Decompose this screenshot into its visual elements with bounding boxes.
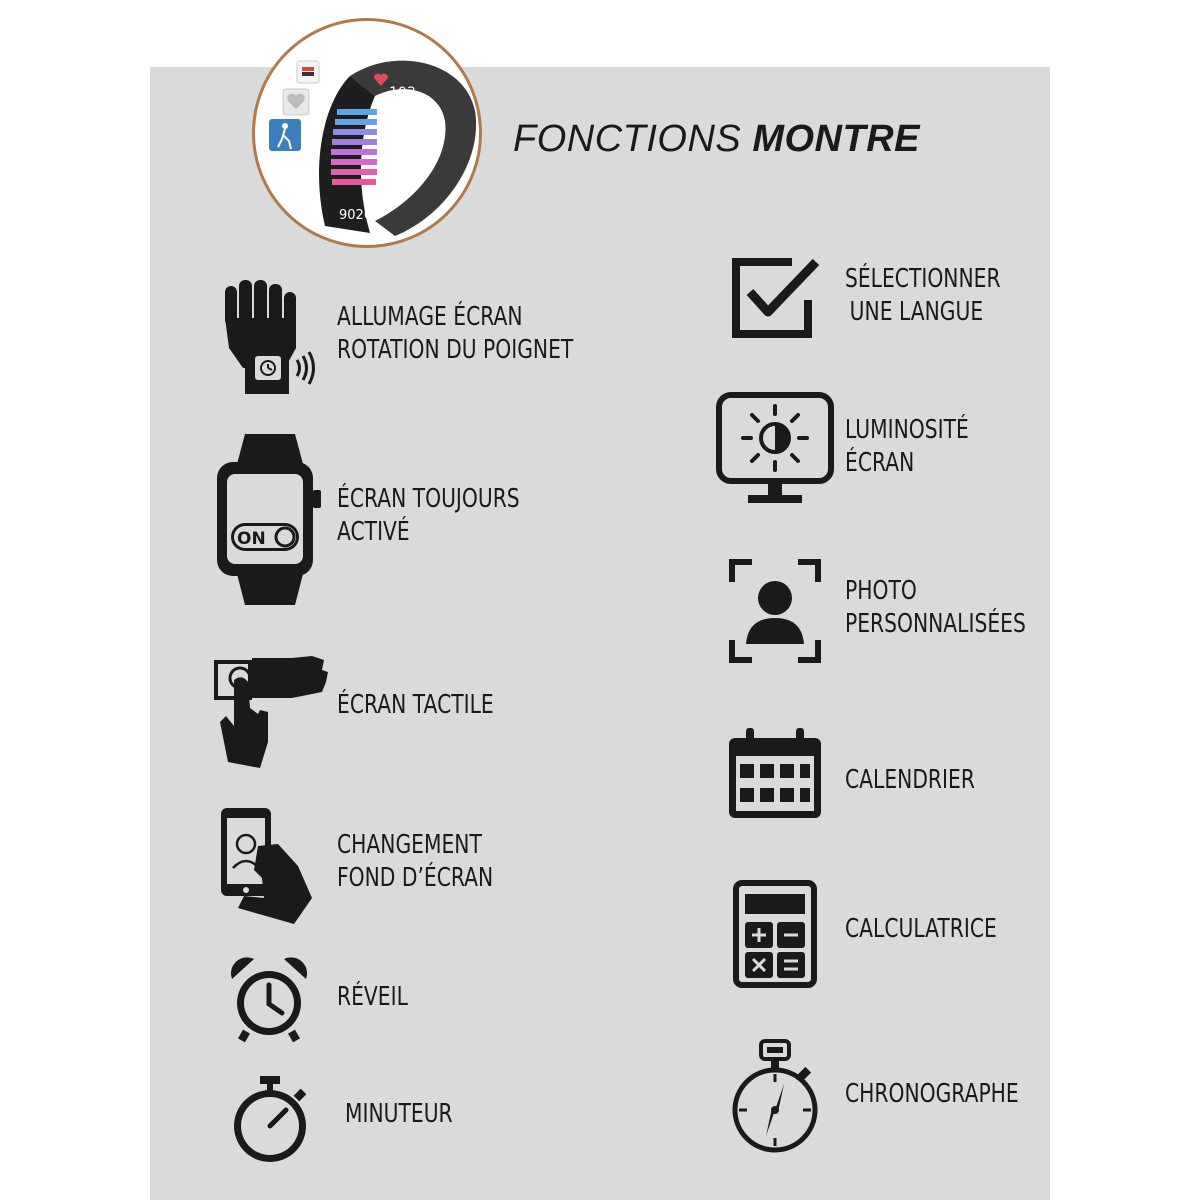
feature-calculator: [845, 913, 997, 946]
stopwatch-icon: [730, 1038, 820, 1156]
feature-label-line2: FOND D’ÉCRAN: [337, 863, 494, 893]
alarm-clock-icon: [228, 955, 310, 1043]
watch-always-on-icon: [215, 432, 325, 607]
feature-label-line1: LUMINOSITÉ: [845, 415, 969, 445]
feature-label-line1: RÉVEIL: [337, 982, 408, 1012]
calculator-icon: [733, 880, 817, 988]
title-bold: MONTRE: [752, 118, 920, 160]
feature-stopwatch: [845, 1078, 1019, 1111]
feature-label-line2: ROTATION DU POIGNET: [337, 335, 574, 365]
feature-label-line1: CALCULATRICE: [845, 914, 997, 944]
feature-label-line1: ALLUMAGE ÉCRAN: [337, 302, 523, 332]
feature-label-line1: CHRONOGRAPHE: [845, 1079, 1019, 1109]
feature-timer: [345, 1098, 453, 1131]
feature-wallpaper: [337, 829, 493, 895]
photo-portrait-icon: [728, 558, 822, 664]
steps-value: 9020: [339, 208, 373, 223]
feature-alarm: [337, 981, 408, 1014]
feature-label-line1: MINUTEUR: [345, 1099, 453, 1129]
product-image: [252, 18, 482, 248]
brightness-monitor-icon: [716, 392, 834, 508]
feature-label-line2: UNE LANGUE: [849, 297, 984, 327]
feature-label-line2: PERSONNALISÉES: [845, 609, 1026, 639]
feature-label-line1: SÉLECTIONNER: [845, 264, 1001, 294]
wrist-raise-icon: [215, 278, 325, 398]
checkbox-icon: [730, 256, 820, 340]
calendar-icon: [726, 728, 824, 822]
feature-photo: [845, 575, 1026, 641]
feature-label-line1: CALENDRIER: [845, 765, 975, 795]
title-regular: FONCTIONS: [513, 118, 742, 160]
feature-label-line1: CHANGEMENT: [337, 830, 482, 860]
heart-rate-value: 103: [389, 85, 416, 101]
toggle-on-label: ON: [237, 529, 266, 549]
feature-label-line2: ÉCRAN: [845, 448, 915, 478]
feature-language: [845, 263, 1001, 329]
feature-label-line2: ACTIVÉ: [337, 517, 410, 547]
feature-label-line1: ÉCRAN TOUJOURS: [337, 484, 520, 514]
feature-always-on: [337, 483, 520, 549]
phone-wallpaper-icon: [218, 806, 318, 926]
feature-label-line1: ÉCRAN TACTILE: [337, 690, 494, 720]
feature-brightness: [845, 414, 969, 480]
fitness-band-icon: [255, 21, 482, 248]
feature-touch-screen: [337, 689, 494, 722]
page-title: [513, 118, 920, 161]
timer-icon: [230, 1074, 312, 1166]
touch-screen-icon: [212, 652, 330, 770]
feature-wrist-raise: [337, 301, 573, 367]
feature-calendar: [845, 764, 975, 797]
feature-label-line1: PHOTO: [845, 576, 917, 606]
